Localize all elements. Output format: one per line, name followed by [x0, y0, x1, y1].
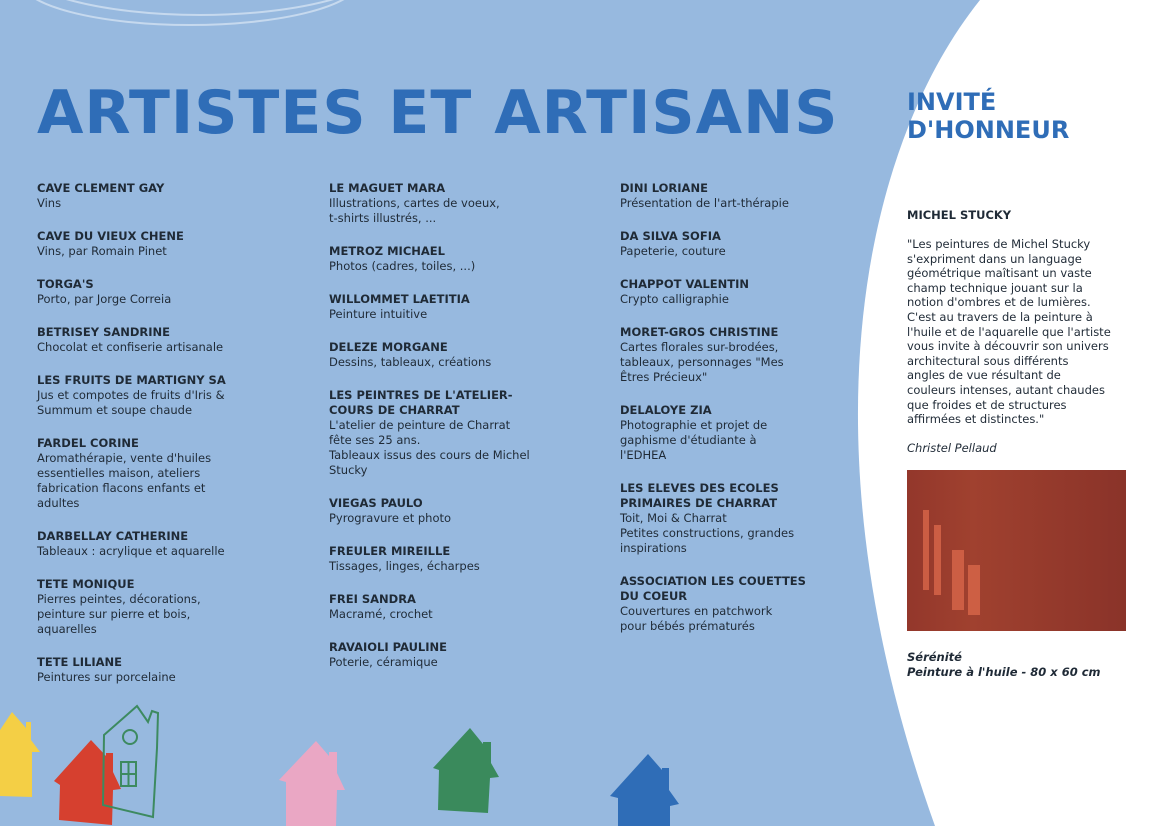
artist-name: BETRISEY SANDRINE: [37, 325, 171, 339]
artist-description: fabrication flacons enfants et: [37, 481, 206, 495]
artist-description: adultes: [37, 496, 80, 510]
artist-name: TETE MONIQUE: [37, 577, 135, 591]
artist-name: ASSOCIATION LES COUETTES DU COEUR: [620, 574, 806, 603]
artist-name: CAVE DU VIEUX CHENE: [37, 229, 184, 243]
quote-line: que froides et de structures: [907, 397, 1067, 412]
artist-name: CHAPPOT VALENTIN: [620, 277, 750, 291]
artist-name: MORET-GROS CHRISTINE: [620, 325, 779, 339]
artist-name: LES PEINTRES DE L'ATELIER-COURS DE CHARRAT: [329, 388, 513, 417]
artist-description: Dessins, tableaux, créations: [329, 355, 492, 369]
quote-line: angles de vue résultant de: [907, 368, 1061, 383]
artist-entry: [37, 577, 307, 637]
artist-description: Couvertures en patchwork: [620, 604, 773, 618]
artist-description: Summum et soupe chaude: [37, 403, 193, 417]
painting-image: [907, 470, 1126, 631]
artist-entry: [37, 529, 307, 559]
artist-name: LE MAGUET MARA: [329, 181, 446, 195]
artist-description: Pierres peintes, décorations,: [37, 592, 201, 606]
quote-line: champ technique jouant sur la: [907, 280, 1083, 295]
artist-name: FREI SANDRA: [329, 592, 416, 606]
artist-description: Photos (cadres, toiles, ...): [329, 259, 476, 273]
artist-entry: [329, 388, 599, 478]
artist-description: Tissages, linges, écharpes: [329, 559, 480, 573]
artist-description: Jus et compotes de fruits d'Iris &: [37, 388, 225, 402]
artist-column-1: [37, 181, 307, 703]
quote-line: s'expriment dans un language: [907, 251, 1082, 266]
artist-column-2: [329, 181, 599, 688]
artist-name: DELALOYE ZIA: [620, 403, 712, 417]
quote-line: notion d'ombres et de lumières.: [907, 295, 1091, 310]
artist-entry: [37, 373, 307, 418]
artist-description: t-shirts illustrés, ...: [329, 211, 437, 225]
artist-description: essentielles maison, ateliers: [37, 466, 201, 480]
quote-line: architectural sous différents: [907, 353, 1069, 368]
artist-description: Illustrations, cartes de voeux,: [329, 196, 500, 210]
artist-name: TORGA'S: [37, 277, 94, 291]
quote-line: vous invite à découvrir son univers: [907, 339, 1109, 354]
artist-name: DELEZE MORGANE: [329, 340, 448, 354]
artist-entry: [620, 181, 890, 211]
artist-description: Pyrogravure et photo: [329, 511, 452, 525]
artist-entry: [620, 574, 890, 634]
house-blue-icon: [610, 754, 679, 826]
artist-entry: [620, 403, 890, 463]
artist-entry: [329, 244, 599, 274]
quote-line: affirmées et distinctes.": [907, 412, 1045, 427]
artist-description: Petites constructions, grandes: [620, 526, 795, 540]
artist-description: Peinture intuitive: [329, 307, 428, 321]
artist-description: gaphisme d'étudiante à: [620, 433, 757, 447]
artist-description: Porto, par Jorge Correia: [37, 292, 172, 306]
artist-description: aquarelles: [37, 622, 97, 636]
artist-description: Chocolat et confiserie artisanale: [37, 340, 224, 354]
artist-description: Vins: [37, 196, 62, 210]
artist-entry: [329, 496, 599, 526]
artist-description: Stucky: [329, 463, 368, 477]
artist-description: Tableaux : acrylique et aquarelle: [37, 544, 225, 558]
artist-description: L'atelier de peinture de Charrat: [329, 418, 511, 432]
artist-entry: [329, 340, 599, 370]
artist-entry: [37, 655, 307, 685]
artist-entry: [329, 292, 599, 322]
artist-entry: [620, 481, 890, 556]
artist-description: fête ses 25 ans.: [329, 433, 421, 447]
artist-name: TETE LILIANE: [37, 655, 122, 669]
artist-entry: [620, 277, 890, 307]
artist-name: DA SILVA SOFIA: [620, 229, 721, 243]
quote-line: couleurs intenses, autant chaudes: [907, 382, 1105, 397]
artist-description: pour bébés prématurés: [620, 619, 755, 633]
page-title: ARTISTES ET ARTISANS: [37, 78, 839, 148]
artist-name: LES FRUITS DE MARTIGNY SA: [37, 373, 226, 387]
artist-description: Présentation de l'art-thérapie: [620, 196, 789, 210]
artist-name: RAVAIOLI PAULINE: [329, 640, 448, 654]
artist-name: FREULER MIREILLE: [329, 544, 451, 558]
artist-name: METROZ MICHAEL: [329, 244, 445, 258]
artist-entry: [37, 229, 307, 259]
artist-entry: [329, 640, 599, 670]
artist-entry: [37, 181, 307, 211]
artist-description: Cartes florales sur-brodées,: [620, 340, 779, 354]
artist-name: WILLOMMET LAETITIA: [329, 292, 470, 306]
decorative-arc: [10, 0, 390, 15]
artist-name: VIEGAS PAULO: [329, 496, 423, 510]
artist-description: Photographie et projet de: [620, 418, 768, 432]
artist-entry: [329, 592, 599, 622]
artist-description: Vins, par Romain Pinet: [37, 244, 167, 258]
guest-of-honour: [907, 88, 1137, 455]
artist-name: FARDEL CORINE: [37, 436, 139, 450]
artist-column-3: [620, 181, 890, 652]
artist-description: tableaux, personnages "Mes: [620, 355, 784, 369]
house-pink-icon: [279, 741, 345, 826]
artist-description: Poterie, céramique: [329, 655, 438, 669]
artist-entry: [329, 181, 599, 226]
house-green-icon: [433, 728, 499, 813]
artist-entry: [37, 325, 307, 355]
painting-caption: Sérénité Peinture à l'huile - 80 x 60 cm: [907, 650, 1101, 679]
artist-description: Crypto calligraphie: [620, 292, 729, 306]
artist-description: Papeterie, couture: [620, 244, 726, 258]
quote-line: "Les peintures de Michel Stucky: [907, 237, 1091, 251]
guest-heading: INVITÉ D'HONNEUR: [907, 88, 1070, 144]
artist-description: peinture sur pierre et bois,: [37, 607, 191, 621]
artist-entry: [37, 436, 307, 511]
artist-name: DARBELLAY CATHERINE: [37, 529, 189, 543]
artist-name: LES ELEVES DES ECOLES PRIMAIRES DE CHARRAT: [620, 481, 779, 510]
artist-entry: [329, 544, 599, 574]
artist-entry: [620, 325, 890, 385]
quote-author: Christel Pellaud: [907, 440, 997, 455]
artist-description: Êtres Précieux": [620, 370, 708, 384]
artist-name: DINI LORIANE: [620, 181, 708, 195]
decorative-arc: [20, 0, 360, 25]
artist-description: Peintures sur porcelaine: [37, 670, 176, 684]
house-yellow-icon: [0, 712, 40, 797]
artist-description: Tableaux issus des cours de Michel: [329, 448, 530, 462]
quote-line: géométrique maîtisant un vaste: [907, 266, 1092, 281]
artist-entry: [620, 229, 890, 259]
artist-description: Aromathérapie, vente d'huiles: [37, 451, 212, 465]
quote-line: l'huile et de l'aquarelle que l'artiste: [907, 324, 1111, 339]
artist-description: Macramé, crochet: [329, 607, 433, 621]
artist-description: Toit, Moi & Charrat: [620, 511, 727, 525]
artist-description: l'EDHEA: [620, 448, 667, 462]
house-red-icon: [54, 740, 121, 825]
quote-line: C'est au travers de la peinture à: [907, 309, 1093, 324]
artist-entry: [37, 277, 307, 307]
guest-name: MICHEL STUCKY: [907, 208, 1012, 222]
artist-name: CAVE CLEMENT GAY: [37, 181, 165, 195]
guest-quote: [907, 237, 1137, 427]
artist-description: inspirations: [620, 541, 687, 555]
